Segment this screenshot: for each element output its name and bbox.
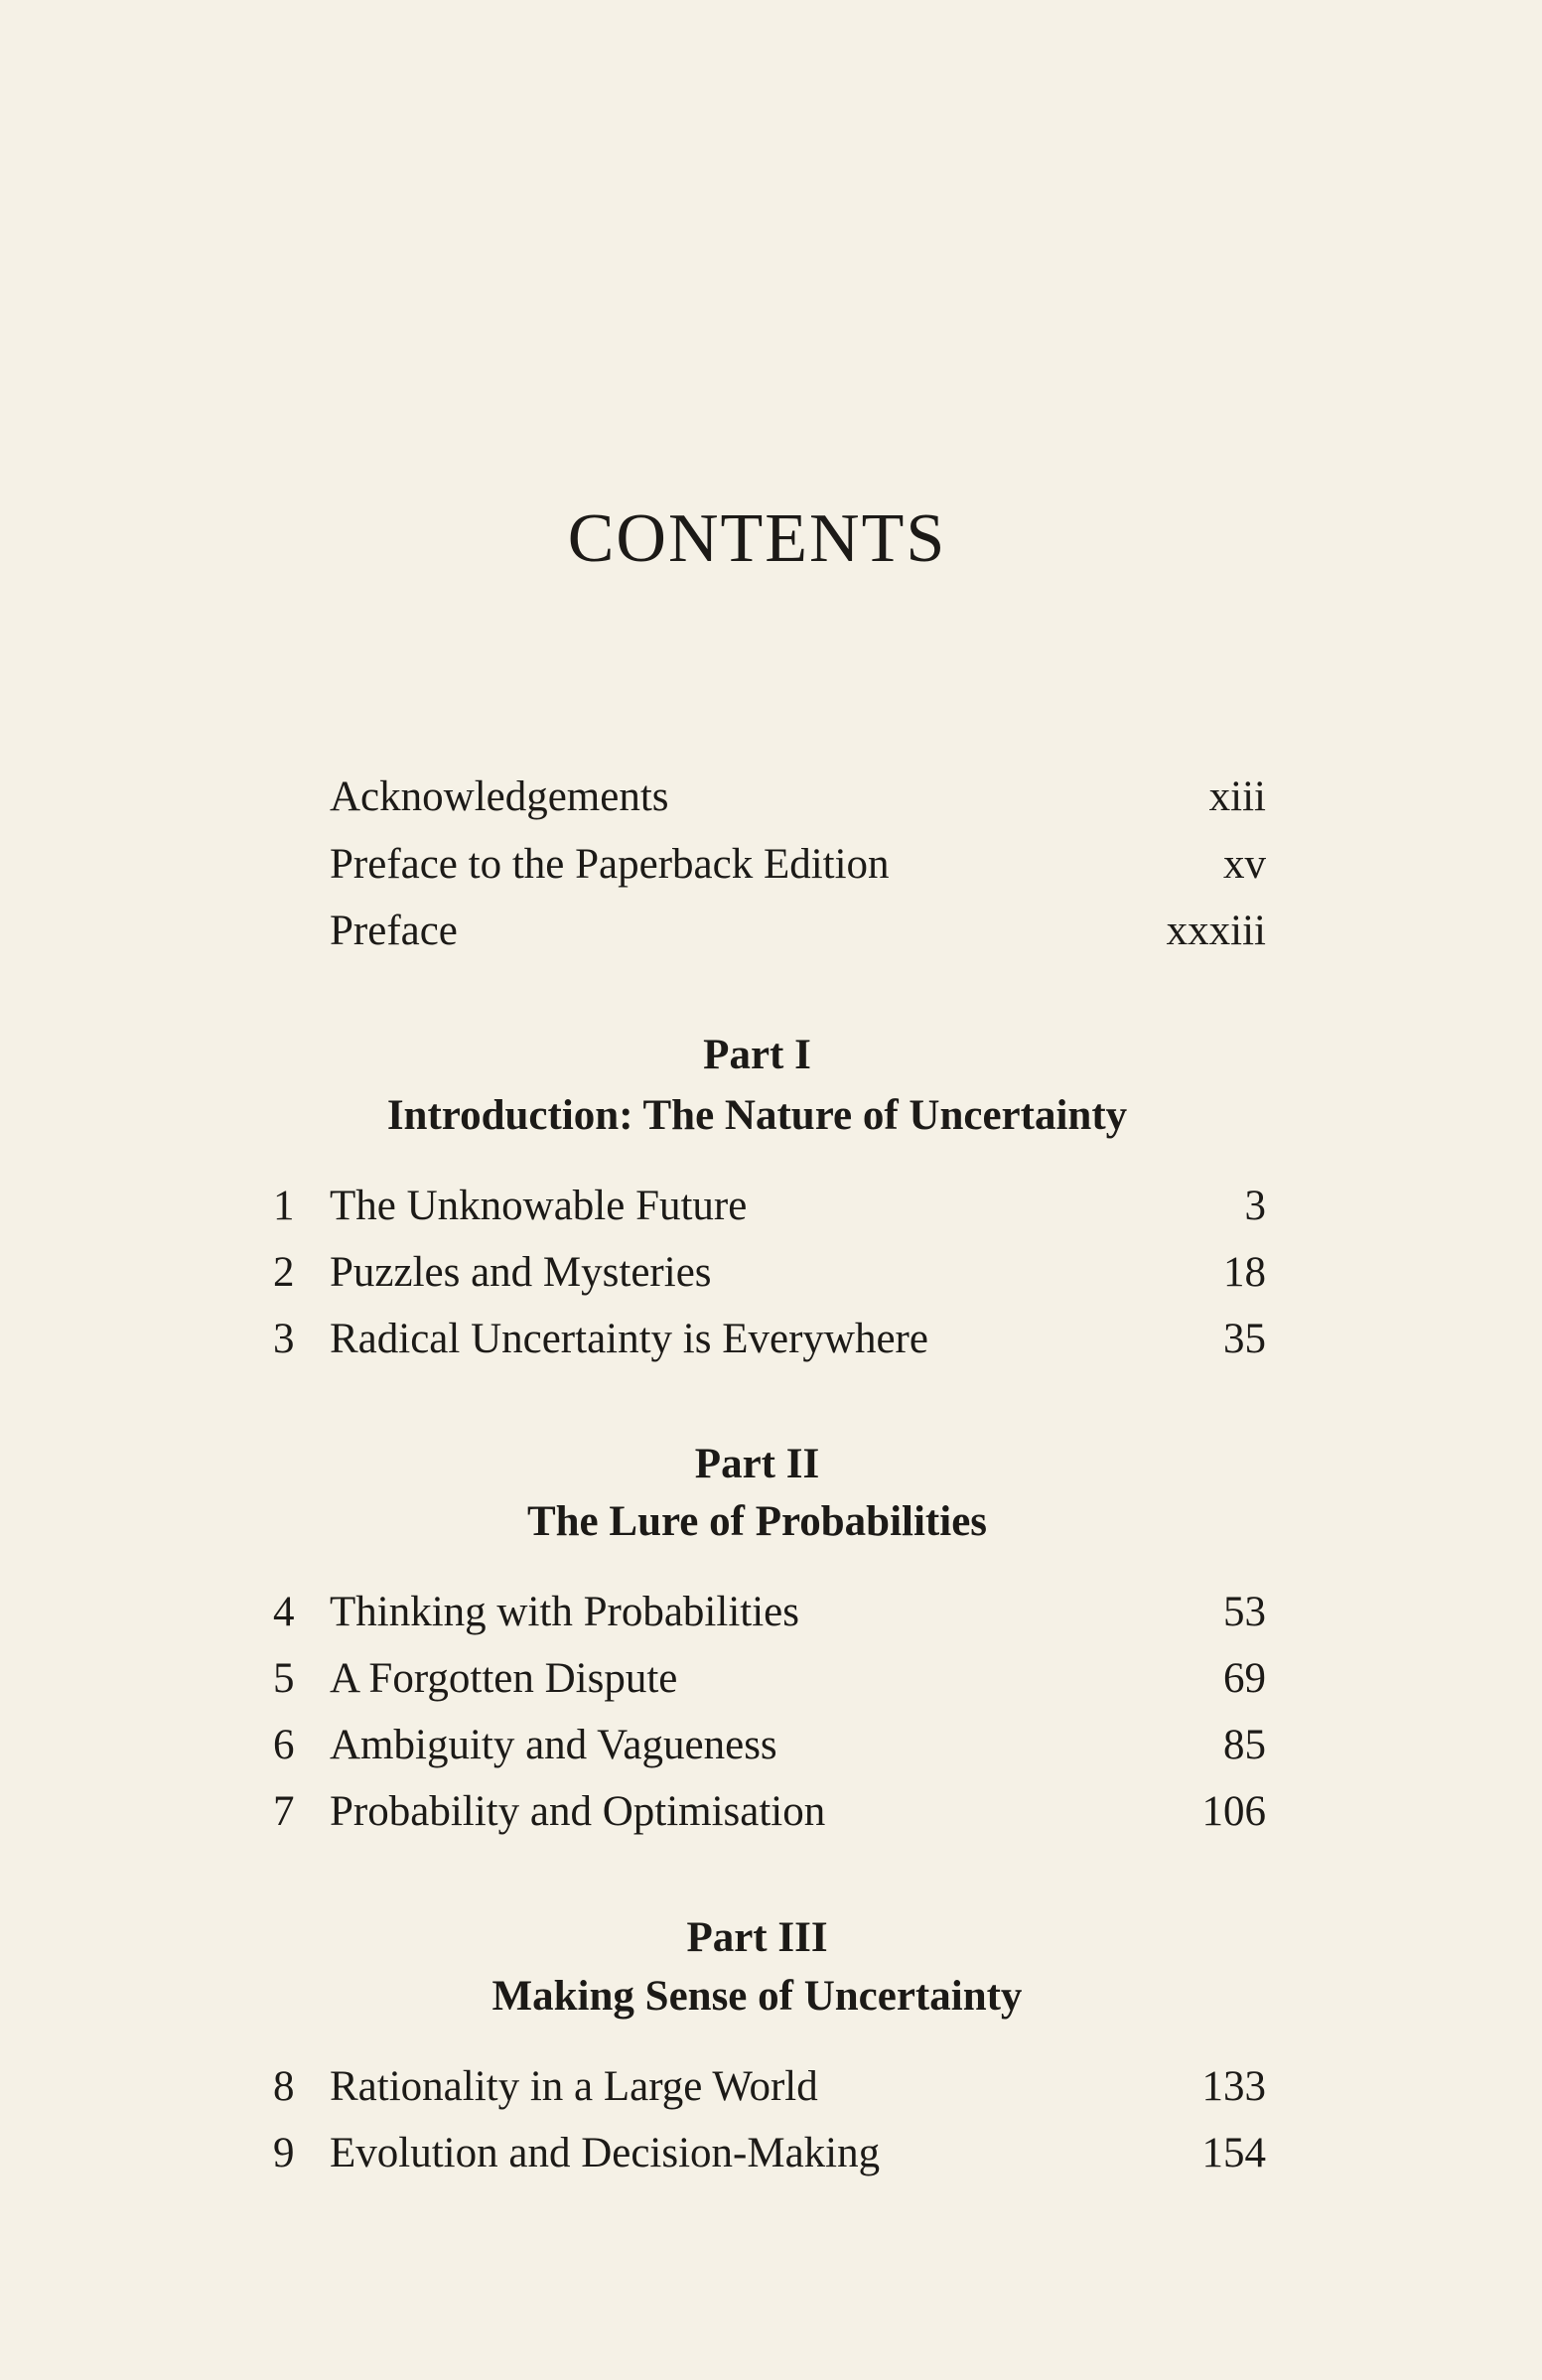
chapter-page: 69 <box>1223 1655 1266 1702</box>
chapter-title: Ambiguity and Vagueness <box>330 1722 777 1768</box>
chapter-page: 133 <box>1201 2063 1266 2110</box>
toc-chapter[interactable] <box>273 1716 1266 1775</box>
part-label: Part II <box>694 1441 820 1487</box>
chapter-page: 3 <box>1244 1183 1266 1229</box>
chapter-title: Rationality in a Large World <box>330 2063 818 2110</box>
chapter-title: Thinking with Probabilities <box>330 1589 799 1635</box>
entry-title: Preface to the Paperback Edition <box>330 841 890 888</box>
chapter-number: 3 <box>273 1316 295 1362</box>
part-title: Introduction: The Nature of Uncertainty <box>386 1092 1128 1139</box>
chapter-page: 18 <box>1223 1249 1266 1296</box>
entry-title: Preface <box>330 908 458 954</box>
chapter-number: 7 <box>273 1788 295 1835</box>
part-label: Part III <box>686 1914 828 1961</box>
chapter-page: 154 <box>1201 2130 1266 2176</box>
toc-chapter[interactable] <box>273 1583 1266 1642</box>
chapter-title: Radical Uncertainty is Everywhere <box>330 1316 928 1362</box>
toc-chapter[interactable] <box>273 2057 1266 2117</box>
entry-page: xxxiii <box>1166 908 1266 954</box>
toc-entry-acknowledgements[interactable] <box>273 768 1266 827</box>
part-title: The Lure of Probabilities <box>526 1498 988 1545</box>
chapter-number: 5 <box>273 1655 295 1702</box>
chapter-page: 85 <box>1223 1722 1266 1768</box>
chapter-page: 53 <box>1223 1589 1266 1635</box>
chapter-title: The Unknowable Future <box>330 1183 748 1229</box>
toc-chapter[interactable] <box>273 1782 1266 1842</box>
part-label: Part I <box>703 1032 811 1078</box>
entry-page: xiii <box>1208 773 1266 820</box>
toc-chapter[interactable] <box>273 1177 1266 1236</box>
toc-entry-preface-paperback[interactable] <box>273 835 1266 895</box>
entry-page: xv <box>1223 841 1266 888</box>
chapter-number: 8 <box>273 2063 295 2110</box>
chapter-title: Probability and Optimisation <box>330 1788 826 1835</box>
chapter-number: 2 <box>273 1249 295 1296</box>
chapter-title: A Forgotten Dispute <box>330 1655 678 1702</box>
entry-title: Acknowledgements <box>330 773 669 820</box>
toc-entry-preface[interactable] <box>273 902 1266 961</box>
page-title: CONTENTS <box>567 500 947 577</box>
toc-chapter[interactable] <box>273 1649 1266 1709</box>
chapter-title: Evolution and Decision-Making <box>330 2130 881 2176</box>
chapter-number: 6 <box>273 1722 295 1768</box>
chapter-page: 106 <box>1201 1788 1266 1835</box>
toc-chapter[interactable] <box>273 1310 1266 1369</box>
part-title: Making Sense of Uncertainty <box>491 1973 1023 2020</box>
chapter-number: 4 <box>273 1589 295 1635</box>
toc-chapter[interactable] <box>273 1243 1266 1303</box>
chapter-number: 1 <box>273 1183 295 1229</box>
toc-chapter[interactable] <box>273 2124 1266 2183</box>
chapter-title: Puzzles and Mysteries <box>330 1249 712 1296</box>
chapter-page: 35 <box>1223 1316 1266 1362</box>
chapter-number: 9 <box>273 2130 295 2176</box>
